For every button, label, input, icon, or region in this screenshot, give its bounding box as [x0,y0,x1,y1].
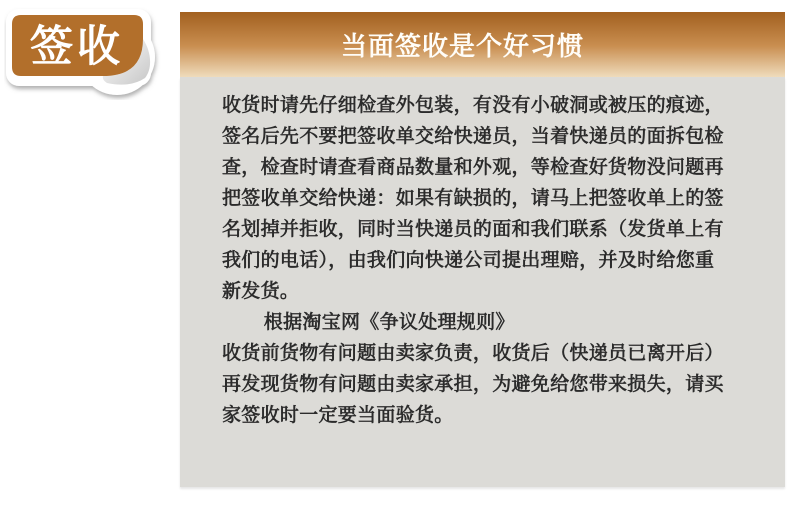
notice-line: 再发现货物有问题由卖家承担，为避免给您带来损失，请买 [222,373,724,395]
notice-line: 新发货。 [222,280,300,302]
notice-line: 收货时请先仔细检查外包装，有没有小破洞或被压的痕迹， [222,94,724,116]
notice-line: 我们的电话），由我们向快递公司提出理赔，并及时给您重 [222,249,715,271]
sign-receipt-badge [4,6,162,100]
notice-line-rule-reference: 根据淘宝网《争议处理规则》 [263,311,515,333]
notice-line: 名划掉并拒收，同时当快递员的面和我们联系（发货单上有 [222,218,724,240]
notice-line: 把签收单交给快递：如果有缺损的，请马上把签收单上的签 [222,187,724,209]
notice-line: 签名后先不要把签收单交给快递员，当着快递员的面拆包检 [222,125,724,147]
notice-line: 收货前货物有问题由卖家负责，收货后（快递员已离开后） [222,342,724,364]
notice-panel [180,77,785,487]
notice-line: 查，检查时请查看商品数量和外观，等检查好货物没问题再 [222,156,724,178]
header-banner [180,12,785,77]
notice-line: 家签收时一定要当面验货。 [222,404,454,426]
badge-label: 签收 [30,22,124,72]
page-title: 当面签收是个好习惯 [340,32,584,62]
